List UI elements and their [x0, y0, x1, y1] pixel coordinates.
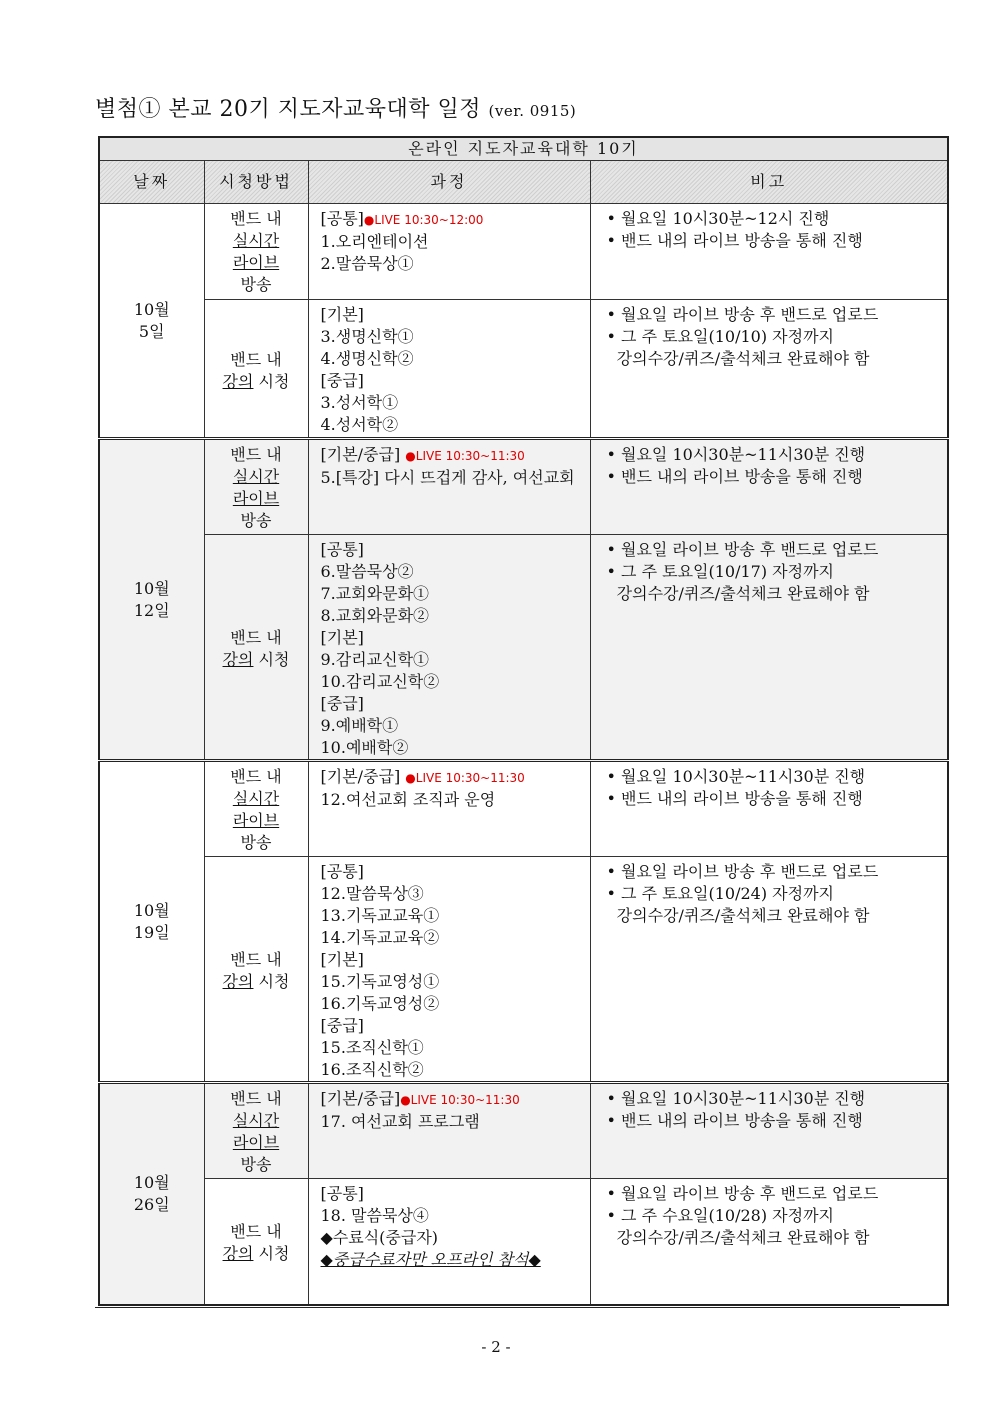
date-cell: [99, 204, 204, 439]
note-line: • 월요일 10시30분~12시 진행: [606, 209, 830, 228]
note-line: 강의수강/퀴즈/출석체크 완료해야 함: [606, 584, 870, 603]
method-cell: 밴드 내 강의 시청: [204, 535, 308, 761]
note-line: • 월요일 라이브 방송 후 밴드로 업로드: [606, 1184, 879, 1203]
method-cell: 밴드 내 강의 시청: [204, 300, 308, 439]
header-date: 날짜: [99, 161, 204, 204]
method-line: 방송: [240, 833, 272, 852]
method-line: 라이브: [232, 489, 280, 508]
date-day: 5일: [138, 321, 165, 341]
course-cell: [308, 761, 590, 857]
note-line: 강의수강/퀴즈/출석체크 완료해야 함: [606, 906, 870, 925]
course-line: 7.교회와문화①: [320, 584, 430, 603]
course-line: 4.성서학②: [320, 415, 399, 434]
course-line: [공통]: [320, 862, 364, 881]
method-cell: 밴드 내 강의 시청: [204, 857, 308, 1083]
table-row: [99, 300, 948, 439]
course-tag: [기본/중급]: [320, 445, 406, 464]
course-line: 13.기독교교육①: [320, 906, 440, 925]
course-line: 5.[특강] 다시 뜨겁게 감사, 여선교회: [320, 468, 575, 487]
date-day: 12일: [133, 600, 170, 620]
course-line: ◆중급수료자만 오프라인 참석◆: [320, 1250, 541, 1269]
note-line: • 월요일 10시30분~11시30분 진행: [606, 445, 866, 464]
course-line: 9.감리교신학①: [320, 650, 430, 669]
course-cell: [308, 439, 590, 535]
course-line: 16.조직신학②: [320, 1060, 424, 1079]
note-cell: [590, 439, 948, 535]
course-cell: [308, 300, 590, 439]
method-line: 방송: [240, 275, 272, 294]
method-line: 밴드 내: [230, 767, 282, 786]
table-banner: 온라인 지도자교육대학 10기: [99, 137, 948, 161]
method-cell: [204, 1083, 308, 1179]
course-line: 12.말씀묵상③: [320, 884, 424, 903]
method-line: 강의: [222, 371, 254, 391]
course-cell: [308, 204, 590, 300]
course-line: 6.말씀묵상②: [320, 562, 414, 581]
course-line: 9.예배학①: [320, 716, 399, 735]
course-line: [공통]: [320, 540, 364, 559]
course-line: [기본]: [320, 628, 364, 647]
table-row: [99, 761, 948, 857]
course-line: 1.오리엔테이션: [320, 232, 429, 251]
course-line: [중급]: [320, 1016, 364, 1035]
note-line: • 그 주 수요일(10/28) 자정까지: [606, 1206, 834, 1225]
method-cell: [204, 761, 308, 857]
date-month: 10월: [133, 900, 170, 920]
table-row: [99, 857, 948, 1083]
course-line: 3.성서학①: [320, 393, 399, 412]
live-badge: ●LIVE 10:30~11:30: [405, 771, 525, 785]
note-cell: [590, 857, 948, 1083]
header-course: 과정: [308, 161, 590, 204]
course-line: 12.여선교회 조직과 운영: [320, 790, 496, 809]
method-line: 라이브: [232, 1133, 280, 1152]
header-method: 시청방법: [204, 161, 308, 204]
date-day: 19일: [133, 922, 170, 942]
title-version: (ver. 0915): [488, 102, 577, 120]
note-line: • 월요일 라이브 방송 후 밴드로 업로드: [606, 540, 879, 559]
method-line: 밴드 내: [230, 628, 282, 647]
method-cell: [204, 439, 308, 535]
date-cell: [99, 761, 204, 1083]
note-line: • 밴드 내의 라이브 방송을 통해 진행: [606, 467, 863, 486]
course-cell: [308, 535, 590, 761]
page-title: [95, 92, 576, 123]
course-line: 10.감리교신학②: [320, 672, 440, 691]
method-line: 밴드 내: [230, 1222, 282, 1242]
date-cell: [99, 439, 204, 761]
note-line: • 월요일 10시30분~11시30분 진행: [606, 767, 866, 786]
note-line: • 월요일 라이브 방송 후 밴드로 업로드: [606, 305, 879, 324]
note-line: 강의수강/퀴즈/출석체크 완료해야 함: [606, 349, 870, 368]
course-tag: [기본/중급]: [320, 767, 406, 786]
course-line: 15.조직신학①: [320, 1038, 424, 1057]
note-line: • 그 주 토요일(10/17) 자정까지: [606, 562, 834, 581]
note-line: • 밴드 내의 라이브 방송을 통해 진행: [606, 789, 863, 808]
method-line: 강의: [222, 972, 254, 991]
course-line: [공통]: [320, 1184, 364, 1203]
course-cell: [308, 1083, 590, 1179]
method-line: 라이브: [232, 811, 280, 830]
method-line: 밴드 내: [230, 349, 282, 369]
note-cell: [590, 1083, 948, 1179]
note-line: • 밴드 내의 라이브 방송을 통해 진행: [606, 1111, 863, 1130]
date-cell: [99, 1083, 204, 1305]
live-badge: ●LIVE 10:30~11:30: [405, 449, 525, 463]
note-line: • 그 주 토요일(10/10) 자정까지: [606, 327, 834, 346]
note-cell: [590, 300, 948, 439]
date-month: 10월: [133, 1172, 170, 1192]
note-line: • 월요일 라이브 방송 후 밴드로 업로드: [606, 862, 879, 881]
method-line: 밴드 내: [230, 950, 282, 969]
course-cell: [308, 1179, 590, 1305]
method-line: 밴드 내: [230, 1089, 282, 1108]
note-line: • 밴드 내의 라이브 방송을 통해 진행: [606, 231, 863, 250]
header-note: 비고: [590, 161, 948, 204]
method-line: 방송: [240, 1155, 272, 1174]
method-cell: [204, 204, 308, 300]
method-line: 강의: [222, 650, 254, 669]
course-cell: [308, 857, 590, 1083]
method-line: 강의: [222, 1244, 254, 1264]
live-badge: ●LIVE 10:30~11:30: [400, 1093, 520, 1107]
course-tag: [공통]: [320, 209, 364, 228]
table-row: [99, 204, 948, 300]
note-line: 강의수강/퀴즈/출석체크 완료해야 함: [606, 1228, 870, 1247]
method-line: 실시간: [232, 789, 280, 808]
course-line: 15.기독교영성①: [320, 972, 440, 991]
live-badge: ●LIVE 10:30~12:00: [363, 213, 484, 227]
method-line: 밴드 내: [230, 445, 282, 464]
table-row: [99, 439, 948, 535]
course-line: 18. 말씀묵상④: [320, 1206, 429, 1225]
page-number: - 2 -: [481, 1338, 511, 1356]
table-row: [99, 1179, 948, 1305]
note-cell: [590, 204, 948, 300]
course-line: 10.예배학②: [320, 738, 409, 757]
note-line: • 그 주 토요일(10/24) 자정까지: [606, 884, 834, 903]
method-line: 라이브: [232, 253, 280, 272]
method-line: 실시간: [232, 467, 280, 486]
method-line: 방송: [240, 511, 272, 530]
schedule-table: [98, 136, 949, 1306]
method-cell: 밴드 내 강의 시청: [204, 1179, 308, 1305]
course-line: [기본]: [320, 950, 364, 969]
course-line: 17. 여선교회 프로그램: [320, 1112, 480, 1131]
course-line: 3.생명신학①: [320, 327, 414, 346]
note-cell: [590, 761, 948, 857]
table-row: [99, 535, 948, 761]
note-cell: [590, 535, 948, 761]
table-row: [99, 1083, 948, 1179]
title-main: 별첨① 본교 20기 지도자교육대학 일정: [95, 97, 481, 122]
course-line: [중급]: [320, 694, 364, 713]
course-line: 14.기독교교육②: [320, 928, 440, 947]
course-line: [중급]: [320, 371, 364, 390]
footer-rule: [95, 1307, 900, 1308]
method-line: 실시간: [232, 1111, 280, 1130]
course-line: 2.말씀묵상①: [320, 254, 414, 273]
date-day: 26일: [133, 1194, 170, 1214]
course-line: [기본]: [320, 305, 364, 324]
course-line: ◆수료식(중급자): [320, 1228, 439, 1247]
method-line: 실시간: [232, 231, 280, 250]
note-line: • 월요일 10시30분~11시30분 진행: [606, 1089, 866, 1108]
date-month: 10월: [133, 299, 170, 319]
method-line: 밴드 내: [230, 209, 282, 228]
date-month: 10월: [133, 578, 170, 598]
course-line: 4.생명신학②: [320, 349, 414, 368]
course-tag: [기본/중급]: [320, 1089, 401, 1108]
note-cell: [590, 1179, 948, 1305]
course-line: 16.기독교영성②: [320, 994, 440, 1013]
course-line: 8.교회와문화②: [320, 606, 430, 625]
